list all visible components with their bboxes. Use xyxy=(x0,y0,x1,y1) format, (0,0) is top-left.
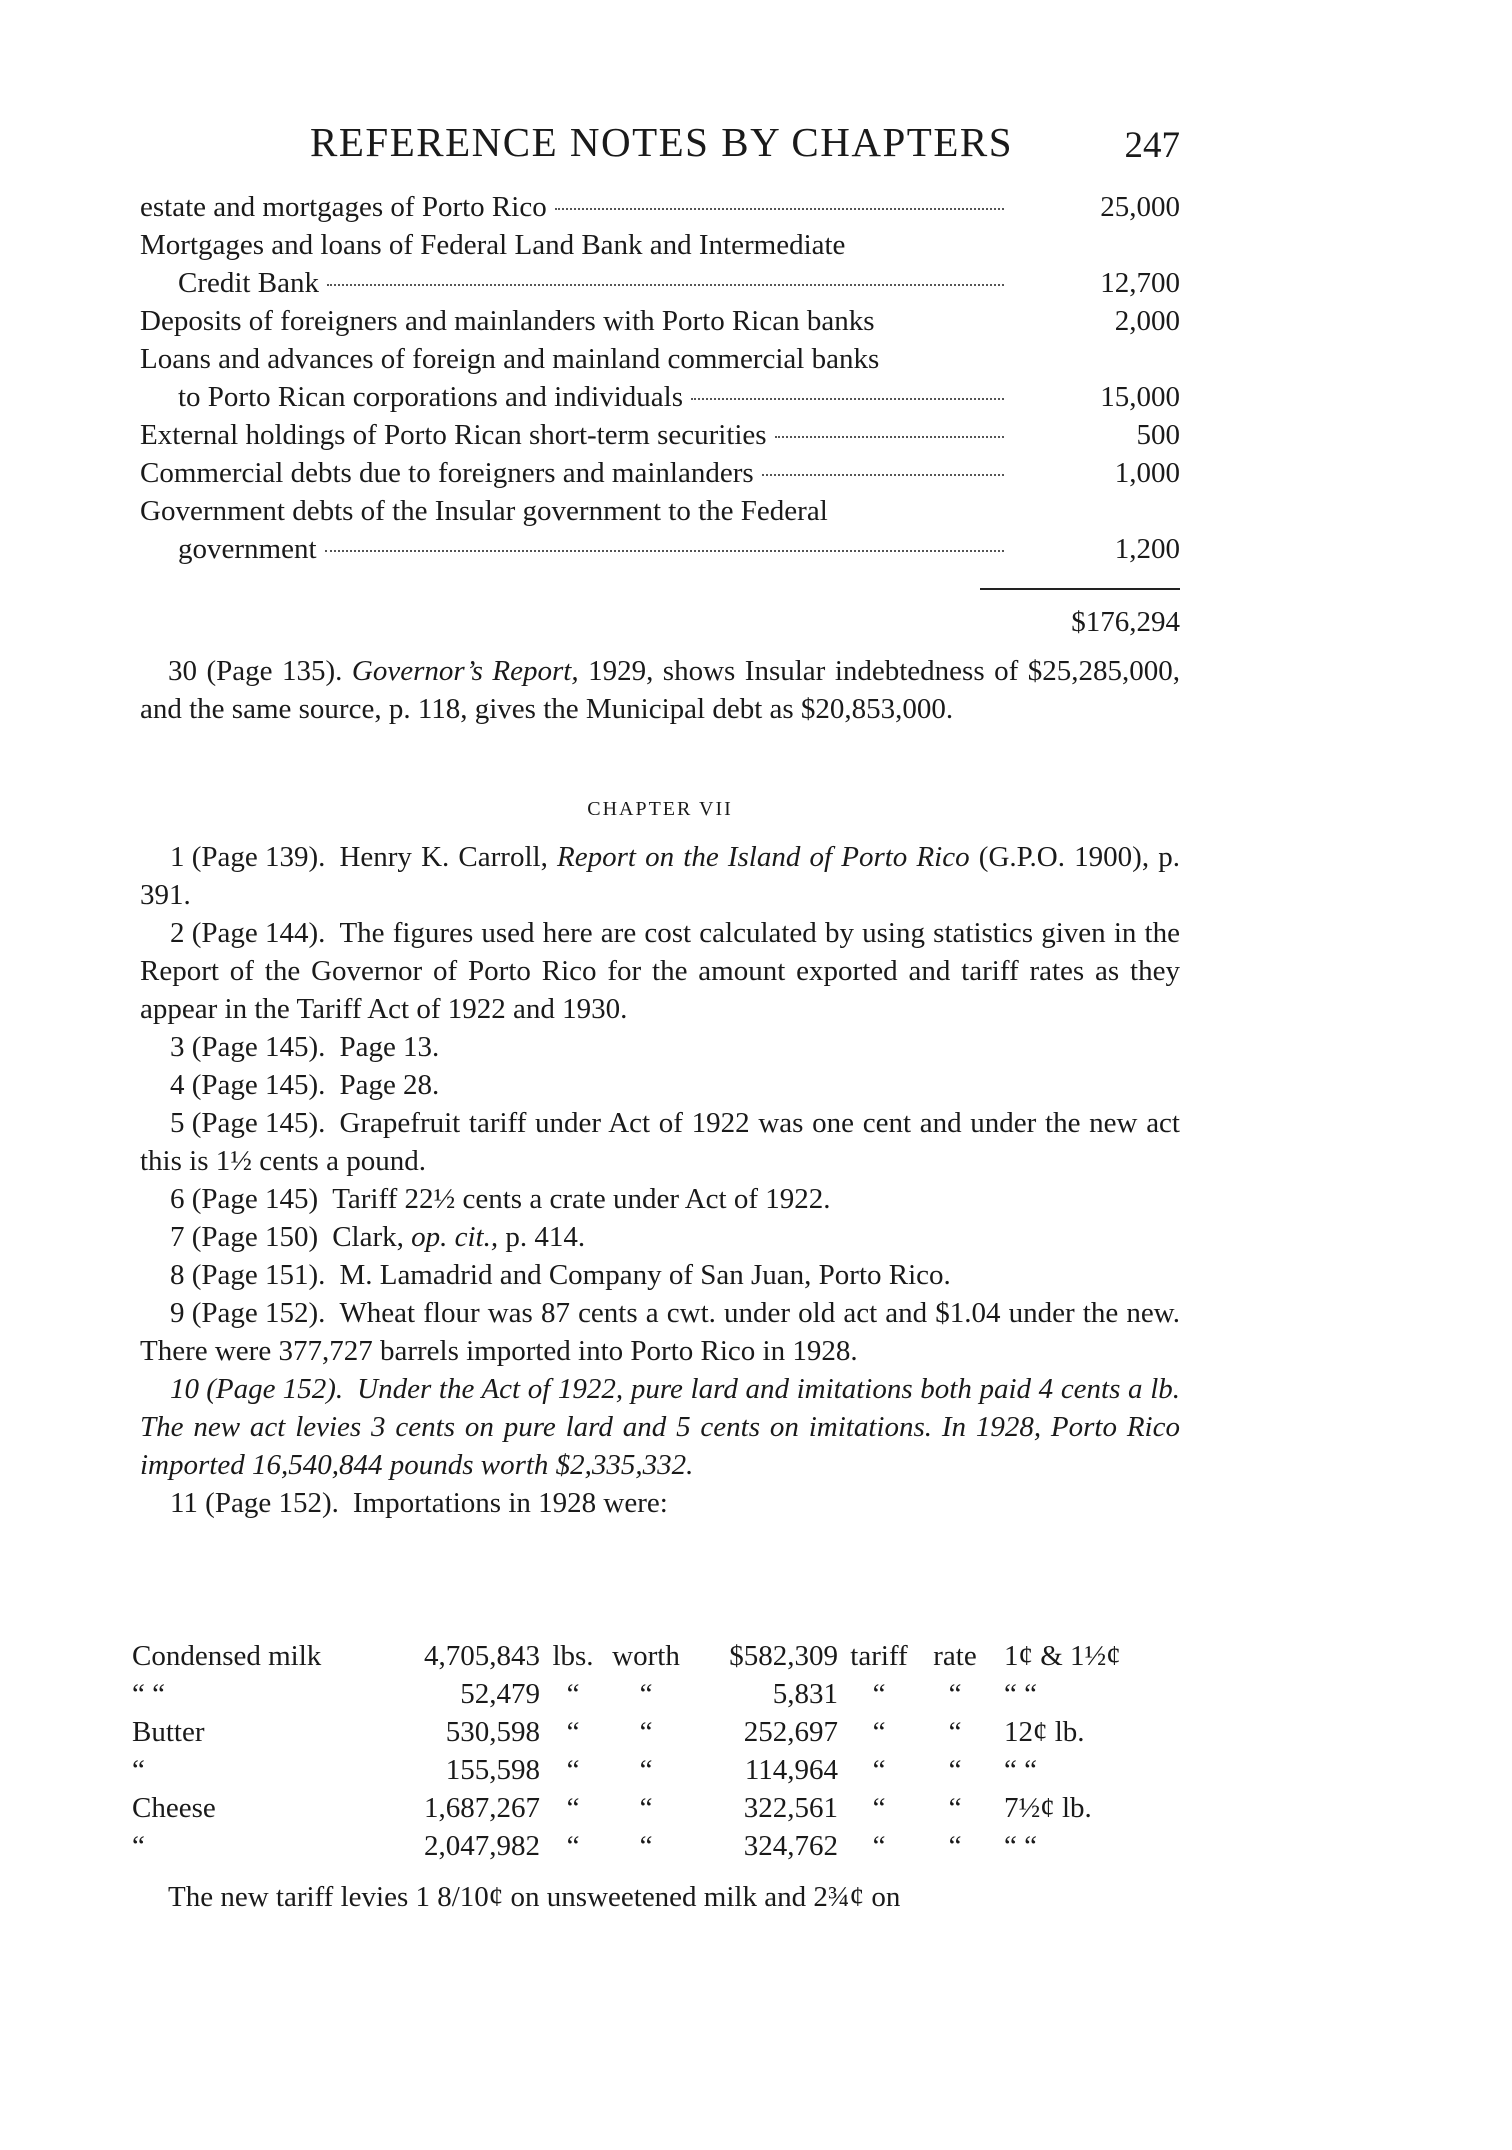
product-cell: Condensed milk xyxy=(132,1640,322,1672)
value-cell: 252,697 xyxy=(743,1716,838,1748)
chapter-heading: CHAPTER VII xyxy=(587,798,733,820)
table-row xyxy=(132,1792,1174,1830)
debt-description: Loans and advances of foreign and mainland commercial banks xyxy=(140,343,880,375)
note-5 xyxy=(140,1104,1180,1180)
rate-label-cell: “ xyxy=(948,1716,962,1748)
worth-cell: “ xyxy=(639,1792,653,1824)
unit-cell: “ xyxy=(566,1754,580,1786)
note-text: Tariff 22½ cents a crate under Act of 1922. xyxy=(332,1183,831,1215)
note-1 xyxy=(140,838,1180,914)
note-30 xyxy=(140,652,1180,728)
tariff-cell: “ xyxy=(872,1830,886,1862)
debt-entry xyxy=(140,188,1180,226)
pounds-cell: 155,598 xyxy=(445,1754,540,1786)
rate-cell: “ “ xyxy=(1004,1830,1037,1862)
leader-dots xyxy=(555,208,1004,210)
note-text: Importations in 1928 were: xyxy=(352,1487,668,1519)
rate-cell: 12¢ lb. xyxy=(1004,1716,1085,1748)
debt-entry xyxy=(140,340,1180,416)
leader-dots xyxy=(691,398,1004,400)
imports-table xyxy=(132,1640,1174,1868)
table-row xyxy=(132,1716,1174,1754)
tariff-cell: “ xyxy=(872,1678,886,1710)
debt-amount: 500 xyxy=(1136,419,1180,451)
debt-entry xyxy=(140,416,1180,454)
note-text: (G.P.O. 1900), p. 391. xyxy=(140,841,1180,911)
note-text: Wheat flour was 87 cents a cwt. under old act and $1.04 under the new. There were 377,727 barrels imported into Porto Rico in 1928. xyxy=(140,1297,1180,1367)
page-header xyxy=(140,118,1180,178)
note-ref: 2 (Page 144). xyxy=(170,917,326,949)
debt-amount: 12,700 xyxy=(1100,267,1180,299)
note-3 xyxy=(140,1028,1180,1066)
worth-cell: “ xyxy=(639,1754,653,1786)
note-text: p. 414. xyxy=(498,1221,586,1253)
pounds-cell: 4,705,843 xyxy=(424,1640,540,1672)
rate-cell: “ “ xyxy=(1004,1678,1037,1710)
debt-amount: 1,000 xyxy=(1114,457,1180,489)
note-text: Page 28. xyxy=(339,1069,440,1101)
debt-total: $176,294 xyxy=(1071,606,1180,638)
rate-label-cell: “ xyxy=(948,1792,962,1824)
note-ref: 3 (Page 145). xyxy=(170,1031,326,1063)
worth-cell: “ xyxy=(639,1830,653,1862)
debt-description-cont: government xyxy=(178,533,317,565)
running-title: REFERENCE NOTES BY CHAPTERS xyxy=(310,119,1014,165)
page-number: 247 xyxy=(1124,125,1180,166)
pounds-cell: 52,479 xyxy=(460,1678,540,1710)
unit-cell: “ xyxy=(566,1716,580,1748)
note-2 xyxy=(140,914,1180,1028)
debt-description: Commercial debts due to foreigners and mainlanders xyxy=(140,457,754,489)
rate-label-cell: rate xyxy=(933,1640,977,1672)
leader-dots xyxy=(775,436,1004,438)
note-8 xyxy=(140,1256,1180,1294)
tariff-cell: tariff xyxy=(850,1640,908,1672)
debt-description: Government debts of the Insular government to the Federal xyxy=(140,495,828,527)
debt-amount: 1,200 xyxy=(1114,533,1180,565)
unit-cell: lbs. xyxy=(552,1640,594,1672)
note-ref: 5 (Page 145). xyxy=(170,1107,326,1139)
closing-line-wrap xyxy=(140,1878,1180,1916)
debt-description-cont: Credit Bank xyxy=(178,267,319,299)
note-4 xyxy=(140,1066,1180,1104)
rate-label-cell: “ xyxy=(948,1830,962,1862)
table-row xyxy=(132,1830,1174,1868)
table-row xyxy=(132,1754,1174,1792)
note-ref: 8 (Page 151). xyxy=(170,1259,326,1291)
note-text: Henry K. Carroll, xyxy=(339,841,557,873)
note-ref: 7 (Page 150) xyxy=(170,1221,319,1253)
worth-cell: worth xyxy=(612,1640,680,1672)
tariff-cell: “ xyxy=(872,1754,886,1786)
debt-amount: 2,000 xyxy=(1114,305,1180,337)
note-ref: 1 (Page 139). xyxy=(170,841,326,873)
debt-entry xyxy=(140,226,1180,302)
note-text: 1929, shows Insular indebtedness of $25,285,000, and the same source, p. 118, gives the Municipal debt as $20,853,000. xyxy=(140,655,1180,725)
rate-cell: “ “ xyxy=(1004,1754,1037,1786)
imports-table-wrap xyxy=(132,1640,1192,1868)
note-9 xyxy=(140,1294,1180,1370)
note-italic: Report on the Island of Porto Rico xyxy=(557,841,970,873)
leader-dots xyxy=(325,550,1004,552)
pounds-cell: 1,687,267 xyxy=(424,1792,540,1824)
note-10 xyxy=(140,1370,1180,1484)
note-ref: 10 (Page 152). xyxy=(170,1373,344,1405)
value-cell: 322,561 xyxy=(743,1792,838,1824)
debt-description: Deposits of foreigners and mainlanders with Porto Rican banks xyxy=(140,305,875,337)
value-cell: 324,762 xyxy=(743,1830,838,1862)
note-ref: 11 (Page 152). xyxy=(170,1487,339,1519)
product-cell: “ xyxy=(132,1754,145,1786)
debt-entry xyxy=(140,302,1180,340)
debt-entry xyxy=(140,454,1180,492)
note-ref: 30 (Page 135). xyxy=(168,655,343,687)
value-cell: $582,309 xyxy=(729,1640,838,1672)
product-cell: Butter xyxy=(132,1716,205,1748)
tariff-cell: “ xyxy=(872,1716,886,1748)
rate-label-cell: “ xyxy=(948,1754,962,1786)
debt-amount: 15,000 xyxy=(1100,381,1180,413)
worth-cell: “ xyxy=(639,1716,653,1748)
leader-dots xyxy=(762,474,1004,476)
closing-line: The new tariff levies 1 8/10¢ on unsweetened milk and 2¾¢ on xyxy=(168,1881,901,1913)
product-cell: “ xyxy=(132,1830,145,1862)
table-row xyxy=(132,1640,1174,1678)
note-ref: 4 (Page 145). xyxy=(170,1069,326,1101)
unit-cell: “ xyxy=(566,1830,580,1862)
note-text: Page 13. xyxy=(339,1031,440,1063)
worth-cell: “ xyxy=(639,1678,653,1710)
debt-amount: 25,000 xyxy=(1100,191,1180,223)
rate-label-cell: “ xyxy=(948,1678,962,1710)
debt-description: estate and mortgages of Porto Rico xyxy=(140,191,547,223)
debt-description: External holdings of Porto Rican short-term securities xyxy=(140,419,767,451)
note-text: Clark, xyxy=(332,1221,412,1253)
pounds-cell: 2,047,982 xyxy=(424,1830,540,1862)
note-ref: 6 (Page 145) xyxy=(170,1183,319,1215)
product-cell: Cheese xyxy=(132,1792,216,1824)
note-text: M. Lamadrid and Company of San Juan, Porto Rico. xyxy=(339,1259,951,1291)
table-row xyxy=(132,1678,1174,1716)
note-11 xyxy=(140,1484,1180,1522)
pounds-cell: 530,598 xyxy=(445,1716,540,1748)
debt-list xyxy=(140,188,1180,638)
unit-cell: “ xyxy=(566,1678,580,1710)
note-ref: 9 (Page 152). xyxy=(170,1297,326,1329)
note-text: The figures used here are cost calculated by using statistics given in the Report of the Governor of Porto Rico for the amount exported and tariff rates as they appear in the Tariff Act of 1922 and 1930. xyxy=(140,917,1180,1025)
note-text: Grapefruit tariff under Act of 1922 was one cent and under the new act this is 1½ cents a pound. xyxy=(140,1107,1180,1177)
chapter-notes xyxy=(140,838,1180,1522)
rate-cell: 7½¢ lb. xyxy=(1004,1792,1092,1824)
note-italic: op. cit., xyxy=(411,1221,499,1253)
note-6 xyxy=(140,1180,1180,1218)
product-cell: “ “ xyxy=(132,1678,165,1710)
leader-dots xyxy=(327,284,1004,286)
debt-description-cont: to Porto Rican corporations and individuals xyxy=(178,381,684,413)
debt-entry xyxy=(140,492,1180,568)
debt-description: Mortgages and loans of Federal Land Bank and Intermediate xyxy=(140,229,846,261)
note-text: Under the Act of 1922, pure lard and imitations both paid 4 cents a lb. The new act levies 3 cents on pure lard and 5 cents on imitations. In 1928, Porto Rico imported 16,540,844 pounds worth $2,335,332. xyxy=(140,1373,1180,1481)
total-rule xyxy=(980,588,1180,590)
value-cell: 114,964 xyxy=(744,1754,838,1786)
note-7 xyxy=(140,1218,1180,1256)
tariff-cell: “ xyxy=(872,1792,886,1824)
value-cell: 5,831 xyxy=(772,1678,838,1710)
note-italic: Governor’s Report, xyxy=(351,655,579,687)
unit-cell: “ xyxy=(566,1792,580,1824)
rate-cell: 1¢ & 1½¢ xyxy=(1004,1640,1121,1672)
